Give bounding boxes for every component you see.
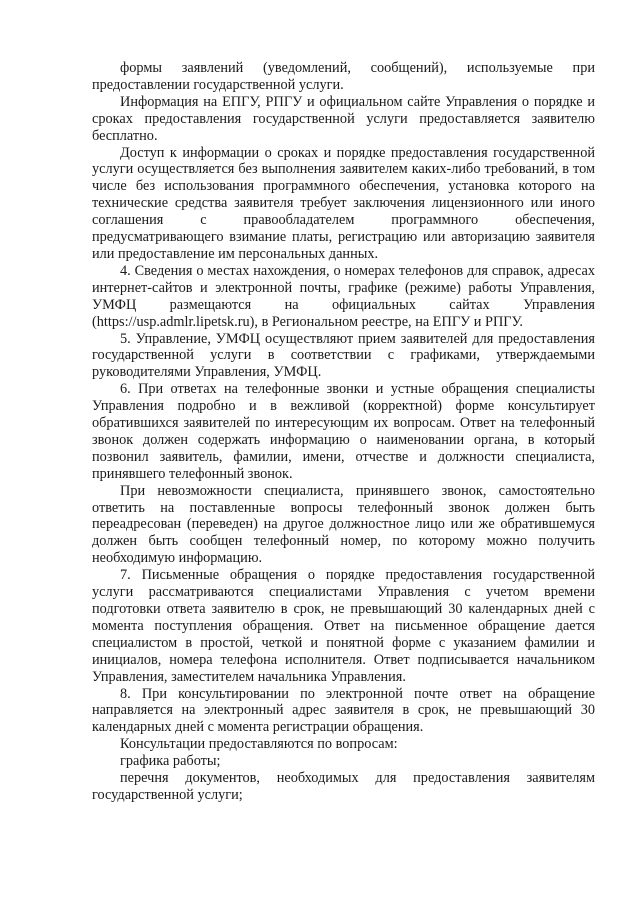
- paragraph-item-7: 7. Письменные обращения о порядке предоставления государственной услуги рассматриваются специалистами Управления с учетом времени подготовки ответа заявителю в срок, не превышающий 30 календарных дней с момента поступления обращения. Ответ на письменное обращение дается специалистом в простой, четкой и понятной форме с указанием фамилии и инициалов, номера телефона исполнителя. Ответ подписывается начальником Управления, заместителем начальника Управления.: [92, 567, 595, 685]
- paragraph-item-4: 4. Сведения о местах нахождения, о номерах телефонов для справок, адресах интернет-сайтов и электронной почты, графике (режиме) работы Управления, УМФЦ размещаются на официальных сайтах Управления (https://usp.admlr.lipetsk.ru), в Региональном реестре, на ЕПГУ и РПГУ.: [92, 262, 595, 330]
- paragraph-forms: формы заявлений (уведомлений, сообщений), используемые при предоставлении государственной услуги.: [92, 60, 595, 93]
- paragraph-info-free: Информация на ЕПГУ, РПГУ и официальном сайте Управления о порядке и сроках предоставления государственной услуги предоставляется заявителю бесплатно.: [92, 93, 595, 144]
- paragraph-consult-topics: Консультации предоставляются по вопросам:: [120, 736, 398, 753]
- list-item-documents: перечня документов, необходимых для предоставления заявителям государственной услуги;: [92, 770, 595, 803]
- paragraph-redirect: При невозможности специалиста, принявшего звонок, самостоятельно ответить на поставленные вопросы телефонный звонок должен быть переадресован (переведен) на другое должностное лицо или же обратившемуся должен быть сообщен телефонный номер, по которому можно получить необходимую информацию.: [92, 482, 595, 567]
- document-page: [92, 60, 595, 804]
- paragraph-item-5: 5. Управление, УМФЦ осуществляют прием заявителей для предоставления государственной услуги в соответствии с графиками, утверждаемыми руководителями Управления, УМФЦ.: [92, 330, 595, 381]
- paragraph-item-8: 8. При консультировании по электронной почте ответ на обращение направляется на электронный адрес заявителя в срок, не превышающий 30 календарных дней с момента регистрации обращения.: [92, 685, 595, 736]
- paragraph-access: Доступ к информации о сроках и порядке предоставления государственной услуги осуществляется без выполнения заявителем каких-либо требований, в том числе без использования программного обеспечения, установка которого на технические средства заявителя требует заключения лицензионного или иного соглашения с правообладателем программного обеспечения, предусматривающего взимание платы, регистрацию или авторизацию заявителя или предоставление им персональных данных.: [92, 144, 595, 262]
- list-item-schedule: графика работы;: [120, 753, 221, 770]
- paragraph-item-6: 6. При ответах на телефонные звонки и устные обращения специалисты Управления подробно и в вежливой (корректной) форме консультирует обратившихся заявителей по интересующим их вопросам. Ответ на телефонный звонок должен содержать информацию о наименовании органа, в который позвонил заявитель, фамилии, имени, отчестве и должности специалиста, принявшего телефонный звонок.: [92, 381, 595, 482]
